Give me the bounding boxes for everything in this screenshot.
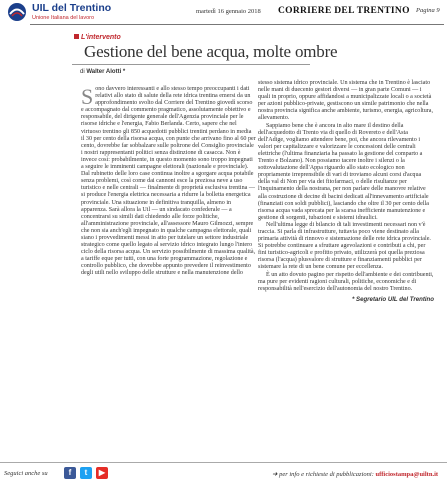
article-byline xyxy=(80,69,125,75)
byline-prefix: di xyxy=(80,69,85,75)
contact-email[interactable]: ufficiostampa@uiltn.it xyxy=(375,471,439,478)
article-headline: Gestione del bene acqua, molte ombre xyxy=(84,42,338,61)
footer-contact xyxy=(272,470,438,478)
contact-text: per info e richieste di pubblicazioni: xyxy=(279,471,374,478)
facebook-icon[interactable]: f xyxy=(64,467,76,479)
kicker-label: L'intervento xyxy=(81,34,121,41)
article-column-2 xyxy=(258,80,434,303)
brand-subtitle: Unione Italiana del lavoro xyxy=(32,15,95,21)
header-divider xyxy=(30,24,444,25)
column1-text: ono davvero interessanti e allo stesso tempo preoccupanti i dati relativi allo stato di salute della rete idrica trentina emersi da un approfondimento svolto dal Corriere del Trentino giovedì scorso e accompagnato dal commento pragmatico, assolutamente obiettivo e responsabile, del dirigente generale dell'Agenzia provinciale per le risorse idriche e l'energia, Fabio Berlanda. Certo, sapere che nel virtuoso trentino gli 850 acquedotti pubblici trentini perdano in media il 30 per cento della risorsa acqua, con punte che arrivano fino al 60 per cento, dovrebbe far sobbalzare sulle poltrone del Consiglio provinciale i nostri rappresentanti politici senza distinzione di casacca. Non è invece così: probabilmente, in questo momento sono troppo impegnati a seguire le imminenti campagne elettorali (nazionale e provinciale). Dal rubinetto delle loro case continua inoltre a sgorgare acqua potabile senza problemi, così come dai cannoni esce la preziosa neve a uso turistico e nelle centrali — finalmente di proprietà esclusiva trentina — si produce l'energia elettrica necessaria a ridurre la bolletta energetica provinciale. Una situazione in definitiva tranquilla, almeno in apparenza. Sarà allora la Uil — un sindacato confederale — a concentrarsi su simili dati chiedendo alle forze politiche, all'amministrazione provinciale, all'assessore Mauro Gilmozzi, sempre che non sia anch'egli impegnato in qualche campagna elettorale, quali siano i provvedimenti messi in atto per tutelare un settore industriale strategico come quello legato al servizio idrico integrato lungo l'intero ciclo della risorsa acqua. Un servizio possibilmente di massima qualità, a tariffe eque per tutti, con una forte programmazione, regolazione e controllo pubblico, che dovrebbe appunto prevedere il reinvestimento degli utili nello sviluppo delle strutture e nella manutenzione dello xyxy=(81,86,256,277)
column2-paragraph-4: È un atto dovuto pagino per rispetto dell'ambiente e dei contribuenti, ma pure per evidenti ragioni culturali, politiche, economiche e di responsabilità nell'esercizio dell'autonomia del nostro Trentino. xyxy=(258,271,434,292)
youtube-icon[interactable]: ▶ xyxy=(96,467,108,479)
uil-logo-icon xyxy=(4,2,30,22)
masthead xyxy=(0,0,447,28)
footer-divider xyxy=(0,462,447,463)
page-number: Pagina 9 xyxy=(416,7,440,14)
column2-paragraph-3: Nell'ultima legge di bilancio di tali investimenti necessari non v'è traccia. Si parla di infrastrutture, tuttavia poco viene destinato alla primaria attività di rinnovo e sistemazione delle rete idrica provinciale. Si potrebbe continuare a sfruttare agevolazioni e contributi a chi, per fini turistico-agricoli e profitto privato, utilizzerà poi quella preziosa risorsa (l'acqua) plusvalore di strutture e finanziamenti pubblici per sistemare la rete di un bene comune per eccellenza. xyxy=(258,221,431,271)
column2-paragraph-1: stesso sistema idrico provinciale. Un sistema che in Trentino è lasciato nelle mani di duecento gestori diversi — in gran parte Comuni — i quali in proprio, oppure affidandosi a municipalizzate locali o a società per azioni pubblico-private, gestiscono un simile patrimonio che nella nostra provincia significa anche ambiente, turismo, energia, agricoltura, allevamento. xyxy=(258,80,434,122)
square-bullet-icon xyxy=(74,34,79,39)
byline-author: Walter Alotti * xyxy=(86,69,126,75)
brand-name: UIL del Trentino xyxy=(32,2,112,14)
issue-date: martedì 16 gennaio 2018 xyxy=(196,8,261,15)
newspaper-name: CORRIERE DEL TRENTINO xyxy=(278,6,410,16)
author-signature: * Segretario UIL del Trentino xyxy=(351,295,434,303)
column2-paragraph-2: Sappiamo bene che è ancora in alto mare il destino della dell'acquedotto di Trento via di quello di Rovereto e dell'Asta dell'Adige, vogliamo attendere bene, poi, che ancora rilevamento i valori per capitalizzare e valorizzare le concessioni delle centrali elettriche (l'ultima finanziaria ha passato la gestione del comparto a Trento e Bolzano). Non possiamo tacere inoltre i silenzi o la sottovalutazione dell'Appa riguardo allo stato ecologico non propriamente irreprensibile di vari di troviamo alcuni corsi d'acqua della val di Non per via dei fitofarmaci, o delle risultanze per l'inquinamento della nostrana, per non parlare delle manovre relative alla costruzione di decine di bacini dedicati all'innevamento artificiale (finanziati con soldi pubblici), lasciando che oltre il 30 per cento della risorsa acqua vada sprecata per la scarsa inefficiente manutenzione e gestione di sorgenti, tubazioni e sistemi idraulici. xyxy=(258,122,429,221)
follow-label: Seguici anche su xyxy=(4,470,48,477)
headline-divider xyxy=(72,64,310,65)
article-kicker xyxy=(74,34,121,41)
twitter-icon[interactable]: t xyxy=(80,467,92,479)
drop-cap: S xyxy=(81,84,94,109)
right-arrow-icon: ➜ xyxy=(272,471,280,478)
article-column-1 xyxy=(81,86,256,278)
